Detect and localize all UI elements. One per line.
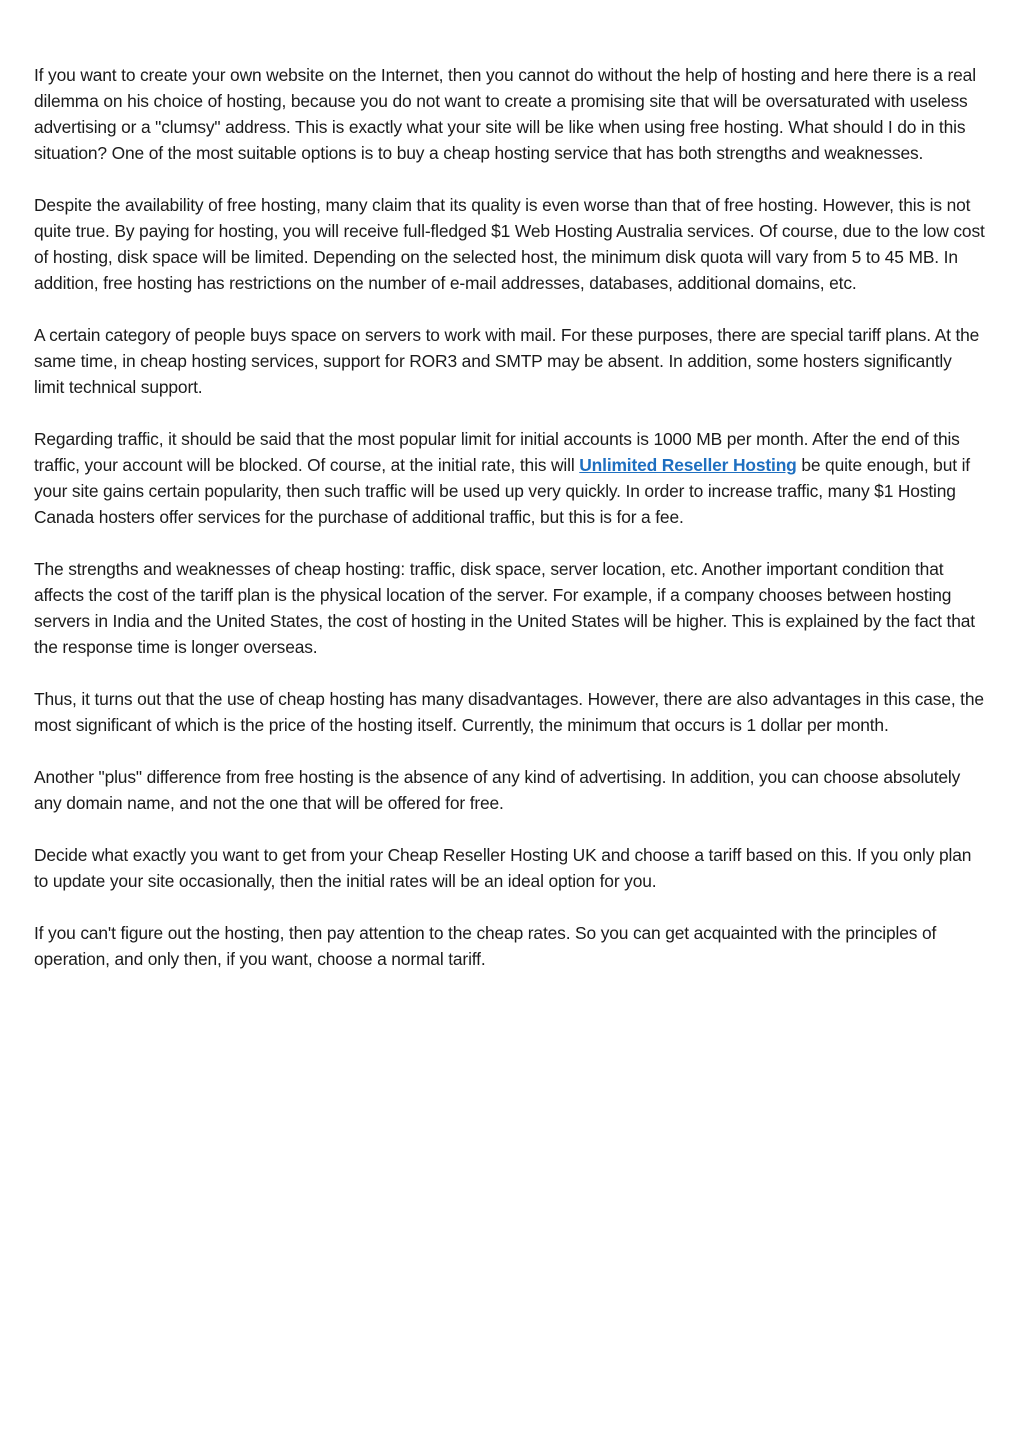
paragraph-price-advantage: Thus, it turns out that the use of cheap hosting has many disadvantages. However, there are also advantages in this case, the most significant of which is the price of the hosting itself. Currently, the minimum that occurs is 1 dollar per month. <box>34 689 984 735</box>
paragraph-traffic-limit <box>34 426 986 530</box>
paragraph-choose-tariff: Decide what exactly you want to get from your Cheap Reseller Hosting UK and choose a tariff based on this. If you only plan to update your site occasionally, then the initial rates will be an ideal option for you. <box>34 845 972 891</box>
unlimited-reseller-hosting-link[interactable]: Unlimited Reseller Hosting <box>579 455 797 475</box>
paragraph-no-advertising: Another "plus" difference from free hosting is the absence of any kind of advertising. In addition, you can choose absolutely any domain name, and not the one that will be offered for free. <box>34 767 961 813</box>
paragraph-server-location: The strengths and weaknesses of cheap hosting: traffic, disk space, server location, etc. Another important condition that affects the cost of the tariff plan is the physical location of the server. For example, if a company chooses between hosting servers in India and the United States, the cost of hosting in the United States will be higher. This is explained by the fact that the response time is longer overseas. <box>34 559 975 657</box>
paragraph-mail-tariffs: A certain category of people buys space on servers to work with mail. For these purposes, there are special tariff plans. At the same time, in cheap hosting services, support for ROR3 and SMTP may be absent. In addition, some hosters significantly limit technical support. <box>34 325 980 397</box>
paragraph-free-hosting-quality: Despite the availability of free hosting, many claim that its quality is even worse than that of free hosting. However, this is not quite true. By paying for hosting, you will receive full-fledged $1 Web Hosting Australia services. Of course, due to the low cost of hosting, disk space will be limited. Depending on the selected host, the minimum disk quota will vary from 5 to 45 MB. In addition, free hosting has restrictions on the number of e-mail addresses, databases, additional domains, etc. <box>34 195 985 293</box>
paragraph-intro: If you want to create your own website on the Internet, then you cannot do without the help of hosting and here there is a real dilemma on his choice of hosting, because you do not want to create a promising site that will be oversaturated with useless advertising or a "clumsy" address. This is exactly what your site will be like when using free hosting. What should I do in this situation? One of the most suitable options is to buy a cheap hosting service that has both strengths and weaknesses. <box>34 65 976 163</box>
paragraph-text-before-link: Regarding traffic, it should be said that the most popular limit for initial accounts is 1000 MB per month. After the end of this traffic, your account will be blocked. Of course, at the initial rate, this will <box>34 429 960 475</box>
paragraph-text-after-link: be quite enough, but if your site gains certain popularity, then such traffic will be used up very quickly. In order to increase traffic, many $1 Hosting Canada hosters offer services for the purchase of additional traffic, but this is for a fee. <box>34 455 970 527</box>
paragraph-cheap-rates: If you can't figure out the hosting, then pay attention to the cheap rates. So you can get acquainted with the principles of operation, and only then, if you want, choose a normal tariff. <box>34 923 937 969</box>
